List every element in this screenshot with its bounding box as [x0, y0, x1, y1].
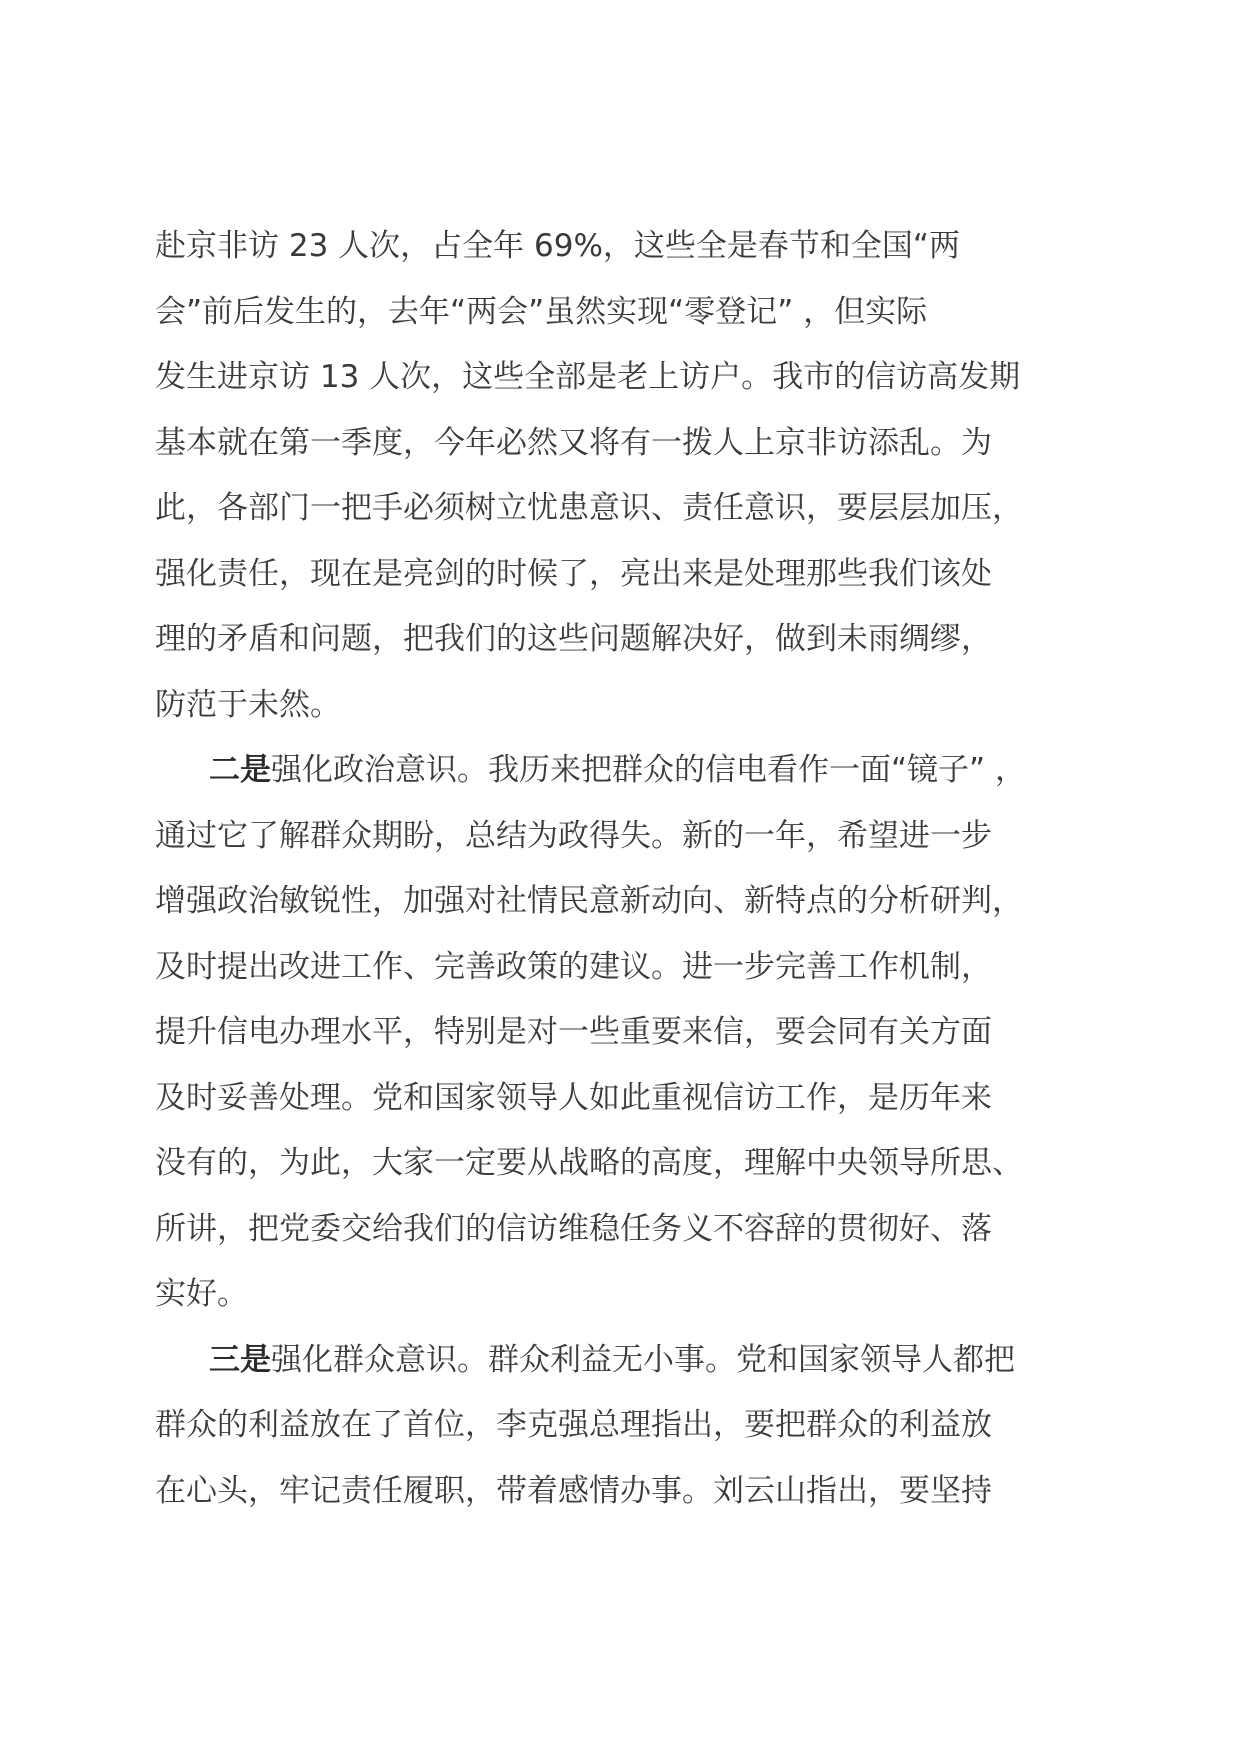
paragraph-3: [155, 1332, 1115, 1529]
text-line: 会”前后发生的，去年“两会”虽然实现“零登记” ，但实际: [155, 293, 928, 330]
text-line: 提升信电办理水平，特别是对一些重要来信，要会同有关方面: [155, 1014, 992, 1050]
text-line: 通过它了解群众期盼，总结为政得失。新的一年，希望进一步: [155, 817, 992, 854]
text-line: 强化责任，现在是亮剑的时候了，亮出来是处理那些我们该处: [155, 555, 992, 592]
paragraph-first-line-text: 强化政治意识。我历来把群众的信电看作一面“镜子” ，: [271, 752, 1026, 788]
paragraph-first-line: [155, 1332, 1115, 1398]
text-line: 实好。: [155, 1276, 248, 1312]
text-line: 增强政治敏锐性，加强对社情民意新动向、新特点的分析研判，: [155, 883, 1023, 919]
text-line: 群众的利益放在了首位，李克强总理指出，要把群众的利益放: [155, 1407, 992, 1443]
text-line: 在心头，牢记责任履职，带着感情办事。刘云山指出，要坚持: [155, 1472, 992, 1509]
text-line: 理的矛盾和问题，把我们的这些问题解决好，做到未雨绸缪，: [155, 621, 992, 657]
paragraph-first-line-text: 强化群众意识。群众利益无小事。党和国家领导人都把: [271, 1341, 1015, 1378]
text-line: 发生进京访 13 人次，这些全部是老上访户。我市的信访高发期: [155, 359, 1021, 395]
text-line: 没有的，为此，大家一定要从战略的高度，理解中央领导所思、: [155, 1145, 1023, 1181]
text-line: 防范于未然。: [155, 686, 341, 723]
paragraph-lead: 三是: [209, 1341, 271, 1378]
text-line: 所讲，把党委交给我们的信访维稳任务义不容辞的贯彻好、落: [155, 1210, 992, 1247]
paragraph-1: [155, 218, 1115, 742]
paragraph-first-line: [155, 742, 1115, 808]
text-line: 及时提出改进工作、完善政策的建议。进一步完善工作机制，: [155, 948, 992, 985]
paragraph-2: [155, 742, 1115, 1332]
text-line: 此，各部门一把手必须树立忧患意识、责任意识，要层层加压，: [155, 490, 1023, 526]
text-line: 基本就在第一季度，今年必然又将有一拨人上京非访添乱。为: [155, 424, 992, 461]
text-line: 及时妥善处理。党和国家领导人如此重视信访工作，是历年来: [155, 1079, 992, 1116]
paragraph-lead: 二是: [209, 752, 271, 788]
body-text: [155, 218, 1115, 1528]
text-line: 赴京非访 23 人次，占全年 69%，这些全是春节和全国“两: [155, 228, 960, 264]
